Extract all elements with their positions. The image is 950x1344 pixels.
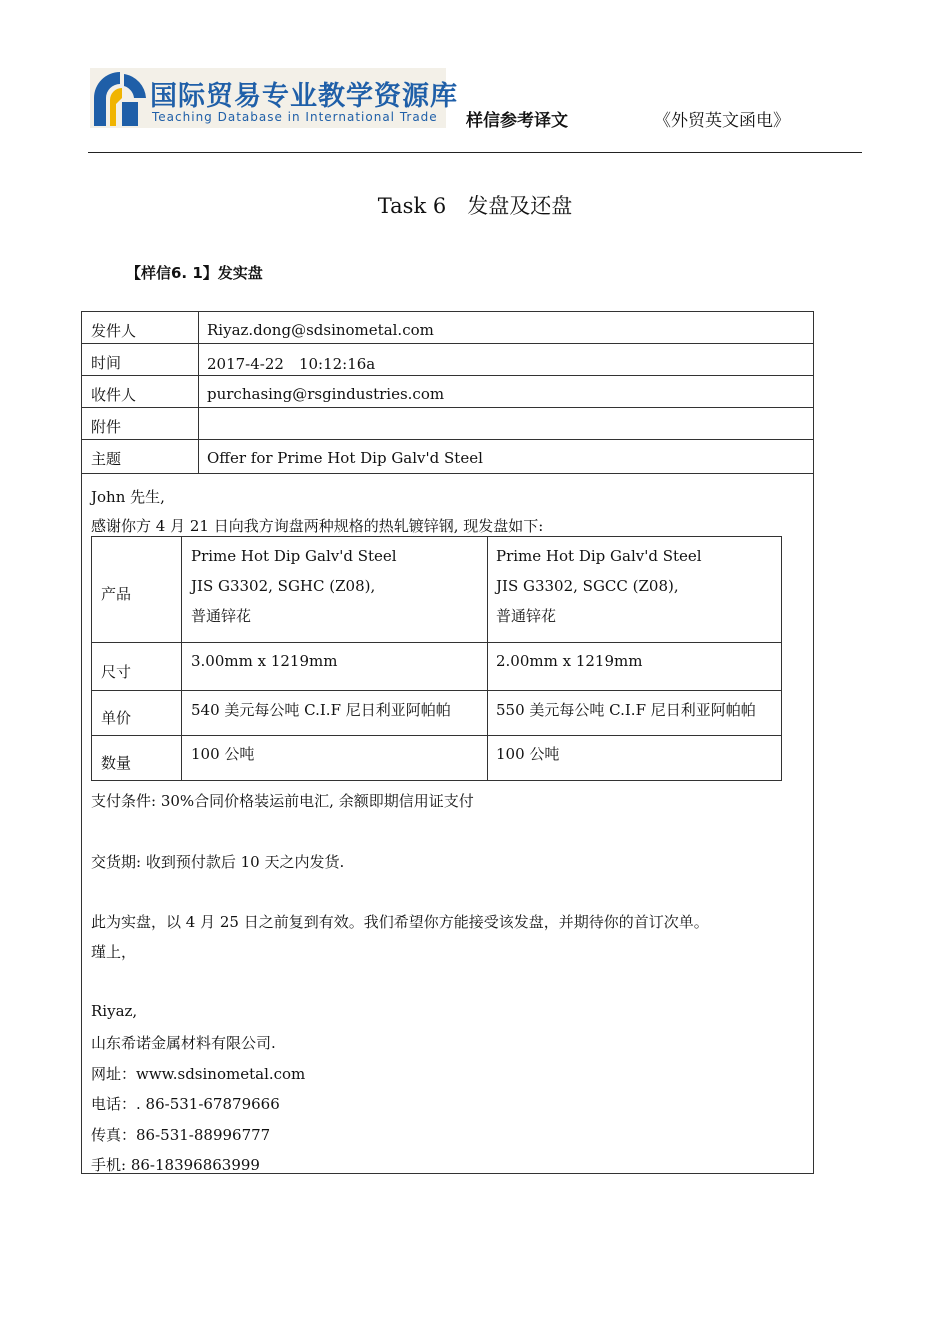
offer-table: [91, 536, 782, 781]
offer-cell-line: Prime Hot Dip Galv'd Steel: [496, 547, 702, 565]
signature-name: Riyaz,: [91, 1002, 138, 1020]
signature-company: 山东希诺金属材料有限公司.: [91, 1034, 276, 1052]
header-row-sender: [82, 312, 813, 344]
offer-row-product: [92, 537, 781, 643]
offer-label: 单价: [101, 709, 132, 727]
page-header: [88, 64, 862, 153]
email-box: [81, 311, 814, 1174]
offer-row-price: [92, 691, 781, 736]
signature-phone: 电话：. 86-531-67879666: [91, 1095, 280, 1113]
header-label: 发件人: [91, 322, 137, 340]
offer-cell: 550 美元每公吨 C.I.F 尼日利亚阿帕帕: [496, 701, 756, 719]
signature-fax: 传真：86-531-88996777: [91, 1126, 271, 1144]
header-row-time: [82, 344, 813, 376]
offer-label: 数量: [101, 754, 132, 772]
header-label: 主题: [91, 450, 122, 468]
logo-text-cn: 国际贸易专业教学资源库: [150, 81, 458, 112]
salutation: John 先生,: [91, 488, 165, 506]
offer-cell: 100 公吨: [191, 745, 255, 763]
header-value: Offer for Prime Hot Dip Galv'd Steel: [207, 449, 483, 467]
signature-mobile: 手机: 86-18396863999: [91, 1156, 260, 1174]
validity-text: 此为实盘，以 4 月 25 日之前复到有效。我们希望你方能接受该发盘，并期待你的首订次单。: [91, 913, 709, 931]
header-row-recipient: [82, 376, 813, 408]
offer-cell: 2.00mm x 1219mm: [496, 652, 643, 670]
logo: [90, 68, 458, 128]
header-row-attachment: [82, 408, 813, 440]
section-label: 样信参考译文: [466, 111, 568, 131]
page-title: Task 6 发盘及还盘: [377, 194, 573, 218]
header-label: 附件: [91, 418, 122, 436]
offer-cell-line: Prime Hot Dip Galv'd Steel: [191, 547, 397, 565]
offer-row-quantity: [92, 736, 781, 780]
offer-cell-line: 普通锌花: [496, 607, 557, 625]
offer-row-size: [92, 643, 781, 691]
logo-text-en: Teaching Database in International Trade: [152, 110, 438, 124]
header-row-subject: [82, 440, 813, 474]
intro-text: 感谢你方 4 月 21 日向我方询盘两种规格的热轧镀锌钢, 现发盘如下:: [91, 517, 544, 535]
offer-cell: 100 公吨: [496, 745, 560, 763]
offer-cell-line: JIS G3302, SGHC (Z08),: [191, 577, 376, 595]
letter-subtitle: 【样信6. 1】发实盘: [126, 264, 263, 282]
offer-cell: [496, 541, 702, 631]
offer-label: 产品: [101, 585, 132, 603]
book-title: 《外贸英文函电》: [654, 111, 790, 131]
offer-cell-line: JIS G3302, SGCC (Z08),: [496, 577, 679, 595]
header-value: Riyaz.dong@sdsinometal.com: [207, 321, 434, 339]
delivery-terms: 交货期: 收到预付款后 10 天之内发货.: [91, 853, 345, 871]
header-label: 时间: [91, 354, 122, 372]
closing: 瑾上，: [91, 943, 137, 961]
signature-website: 网址：www.sdsinometal.com: [91, 1065, 306, 1083]
offer-cell: 3.00mm x 1219mm: [191, 652, 338, 670]
payment-terms: 支付条件: 30%合同价格装运前电汇, 余额即期信用证支付: [91, 792, 474, 810]
offer-label: 尺寸: [101, 663, 132, 681]
offer-cell-line: 普通锌花: [191, 607, 252, 625]
header-value: purchasing@rsgindustries.com: [207, 385, 445, 403]
logo-emblem-icon: [90, 68, 150, 128]
offer-cell: 540 美元每公吨 C.I.F 尼日利亚阿帕帕: [191, 701, 451, 719]
offer-cell: [191, 541, 397, 631]
header-label: 收件人: [91, 386, 137, 404]
header-value: 2017-4-22 10:12:16a: [207, 355, 376, 373]
